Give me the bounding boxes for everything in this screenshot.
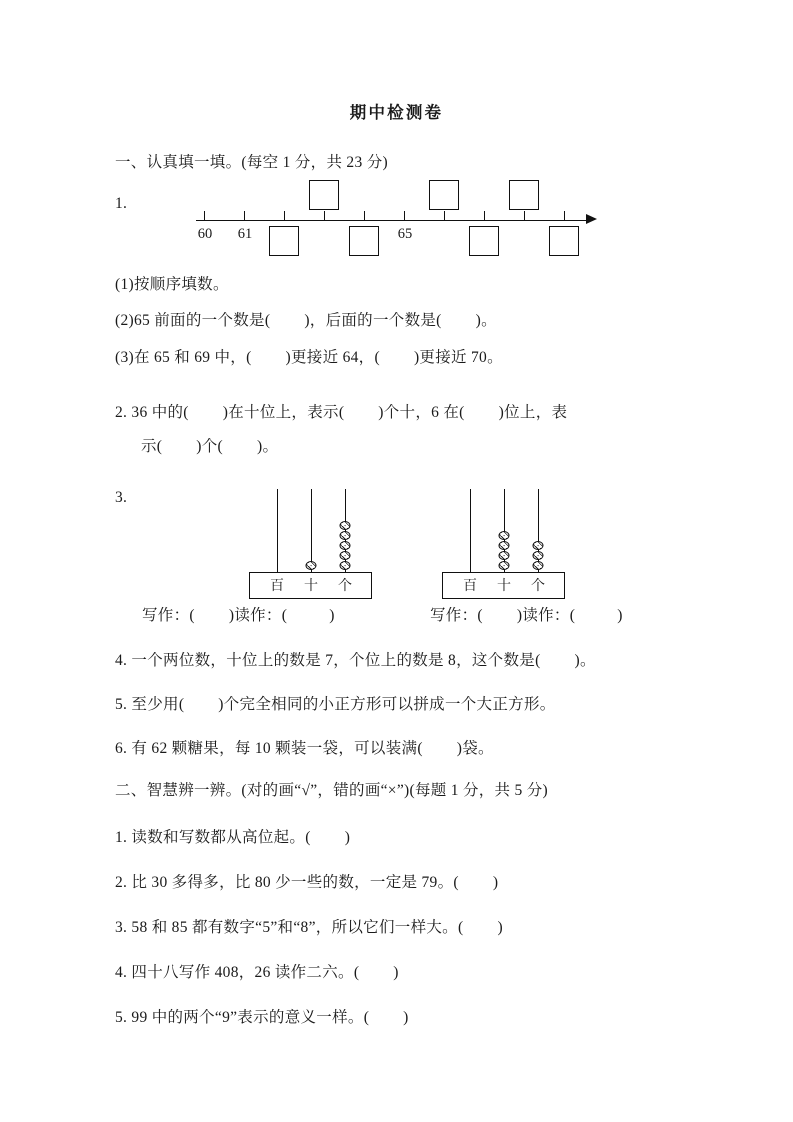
section-one-heading: 一、认真填一填。(每空 1 分，共 23 分) [115, 154, 388, 171]
section-two-item-1 [115, 827, 350, 849]
number-line-tick [244, 211, 245, 220]
q3-right-close: ) [617, 607, 623, 624]
q3-left-read-label: )读作：( [228, 607, 288, 624]
q3-left-write-label: 写作：( [142, 607, 195, 624]
q4-line [115, 650, 596, 672]
q3-left-close: ) [329, 607, 335, 624]
number-line-answer-box[interactable] [269, 226, 299, 256]
q2-line-1 [115, 402, 567, 424]
q6-number: 6. [115, 740, 128, 757]
q3-number: 3. [115, 489, 128, 506]
q6-line [115, 738, 494, 760]
abacus-bead [499, 551, 510, 560]
number-line-label-60: 60 [197, 226, 213, 242]
abacus-bead [340, 531, 351, 540]
q5-part-a: 至少用( [131, 696, 185, 713]
q5-part-b: )个完全相同的小正方形可以拼成一个大正方形。 [218, 696, 556, 713]
s2-q1-number: 1. [115, 829, 128, 846]
s2-q3-close: ) [497, 919, 503, 936]
abacus-bead [533, 541, 544, 550]
abacus-place-ones: 个 [531, 579, 545, 594]
number-line-answer-box[interactable] [469, 226, 499, 256]
s2-q2-text: 比 30 多得多，比 80 少一些的数，一定是 79。( [131, 874, 459, 891]
number-line-label-61: 61 [237, 226, 253, 242]
s2-q4-close: ) [393, 964, 399, 981]
abacus-bead [533, 551, 544, 560]
abacus-place-tens: 十 [497, 579, 511, 594]
s2-q5-number: 5. [115, 1009, 128, 1026]
abacus-bead [499, 531, 510, 540]
q2-part-e: 示( [141, 438, 163, 455]
q1-sub2 [115, 310, 497, 332]
q1-sub3 [115, 347, 503, 369]
number-line-tick [404, 211, 405, 220]
section-two-heading: 二、智慧辨一辨。(对的画“√”，错的画“×”)(每题 1 分，共 5 分) [115, 782, 549, 799]
q3-answer-right [430, 605, 623, 627]
s2-q2-close: ) [492, 874, 499, 891]
number-line-tick [364, 211, 365, 220]
q2-line-2 [141, 436, 278, 458]
q2-number: 2. [115, 404, 128, 421]
number-line-answer-box[interactable] [429, 180, 459, 210]
abacus-rod-hundreds [277, 489, 278, 574]
abacus-bead [306, 561, 317, 570]
q1-number: 1. [115, 195, 128, 212]
section-two-item-2 [115, 872, 498, 894]
q1-sub2-part-c: )。 [475, 312, 497, 329]
abacus-place-ones: 个 [338, 579, 352, 594]
number-line-arrow-icon [586, 214, 597, 224]
s2-q1-text: 读数和写数都从高位起。( [131, 829, 311, 846]
number-line-answer-box[interactable] [549, 226, 579, 256]
number-line-label-65: 65 [397, 226, 413, 242]
abacus-left [249, 489, 372, 594]
number-line-tick [284, 211, 285, 220]
section-two-item-3 [115, 917, 503, 939]
q1-sub3-part-c: )更接近 70。 [413, 349, 503, 366]
number-line-tick [204, 211, 205, 220]
abacus-bead [499, 561, 510, 570]
number-line-tick [484, 211, 485, 220]
s2-q3-number: 3. [115, 919, 128, 936]
s2-q3-text: 58 和 85 都有数字“5”和“8”，所以它们一样大。( [131, 919, 464, 936]
q5-line [115, 694, 556, 716]
q1-sub3-part-b: )更接近 64，( [285, 349, 380, 366]
abacus-right [442, 489, 565, 594]
q2-part-b: )在十位上，表示( [222, 404, 345, 421]
q5-number: 5. [115, 696, 128, 713]
section-two-item-5 [115, 1007, 409, 1029]
number-line-diagram [196, 178, 606, 260]
q2-part-c: )个十，6 在( [378, 404, 465, 421]
s2-q4-text: 四十八写作 408，26 读作二六。( [131, 964, 360, 981]
number-line-answer-box[interactable] [309, 180, 339, 210]
s2-q4-number: 4. [115, 964, 128, 981]
q6-part-b: )袋。 [456, 740, 494, 757]
abacus-bead [533, 561, 544, 570]
q3-right-write-label: 写作：( [430, 607, 483, 624]
q2-part-a: 36 中的( [131, 404, 189, 421]
abacus-bead [340, 551, 351, 560]
q2-part-d: )位上，表 [498, 404, 568, 421]
number-line-axis [196, 220, 592, 221]
number-line-answer-box[interactable] [509, 180, 539, 210]
abacus-bead [340, 561, 351, 570]
number-line-tick [324, 211, 325, 220]
s2-q2-number: 2. [115, 874, 128, 891]
q2-part-g: )。 [257, 438, 279, 455]
abacus-bead [340, 521, 351, 530]
abacus-rod-hundreds [470, 489, 471, 574]
q1-sub3-part-a: (3)在 65 和 69 中，( [115, 349, 252, 366]
q1-sub2-part-a: (2)65 前面的一个数是( [115, 312, 271, 329]
abacus-bead [499, 541, 510, 550]
abacus-bead [340, 541, 351, 550]
number-line-tick [444, 211, 445, 220]
number-line-answer-box[interactable] [349, 226, 379, 256]
abacus-place-tens: 十 [304, 579, 318, 594]
number-line-tick [524, 211, 525, 220]
s2-q5-text: 99 中的两个“9”表示的意义一样。( [131, 1009, 370, 1026]
q6-part-a: 有 62 颗糖果，每 10 颗装一袋，可以装满( [131, 740, 423, 757]
page-title: 期中检测卷 [349, 103, 444, 122]
s2-q1-close: ) [344, 829, 351, 846]
q4-part-a: 一个两位数，十位上的数是 7，个位上的数是 8，这个数是( [131, 652, 541, 669]
number-line-tick [564, 211, 565, 220]
section-two-item-4 [115, 962, 399, 984]
q3-right-read-label: )读作：( [516, 607, 576, 624]
q1-sub1: (1)按顺序填数。 [115, 276, 229, 293]
q1-sub2-part-b: )，后面的一个数是( [304, 312, 442, 329]
q4-part-b: )。 [574, 652, 596, 669]
abacus-place-hundreds: 百 [270, 579, 284, 594]
q3-answer-left [142, 605, 335, 627]
q4-number: 4. [115, 652, 128, 669]
abacus-place-hundreds: 百 [463, 579, 477, 594]
q2-part-f: )个( [196, 438, 223, 455]
s2-q5-close: ) [403, 1009, 409, 1026]
